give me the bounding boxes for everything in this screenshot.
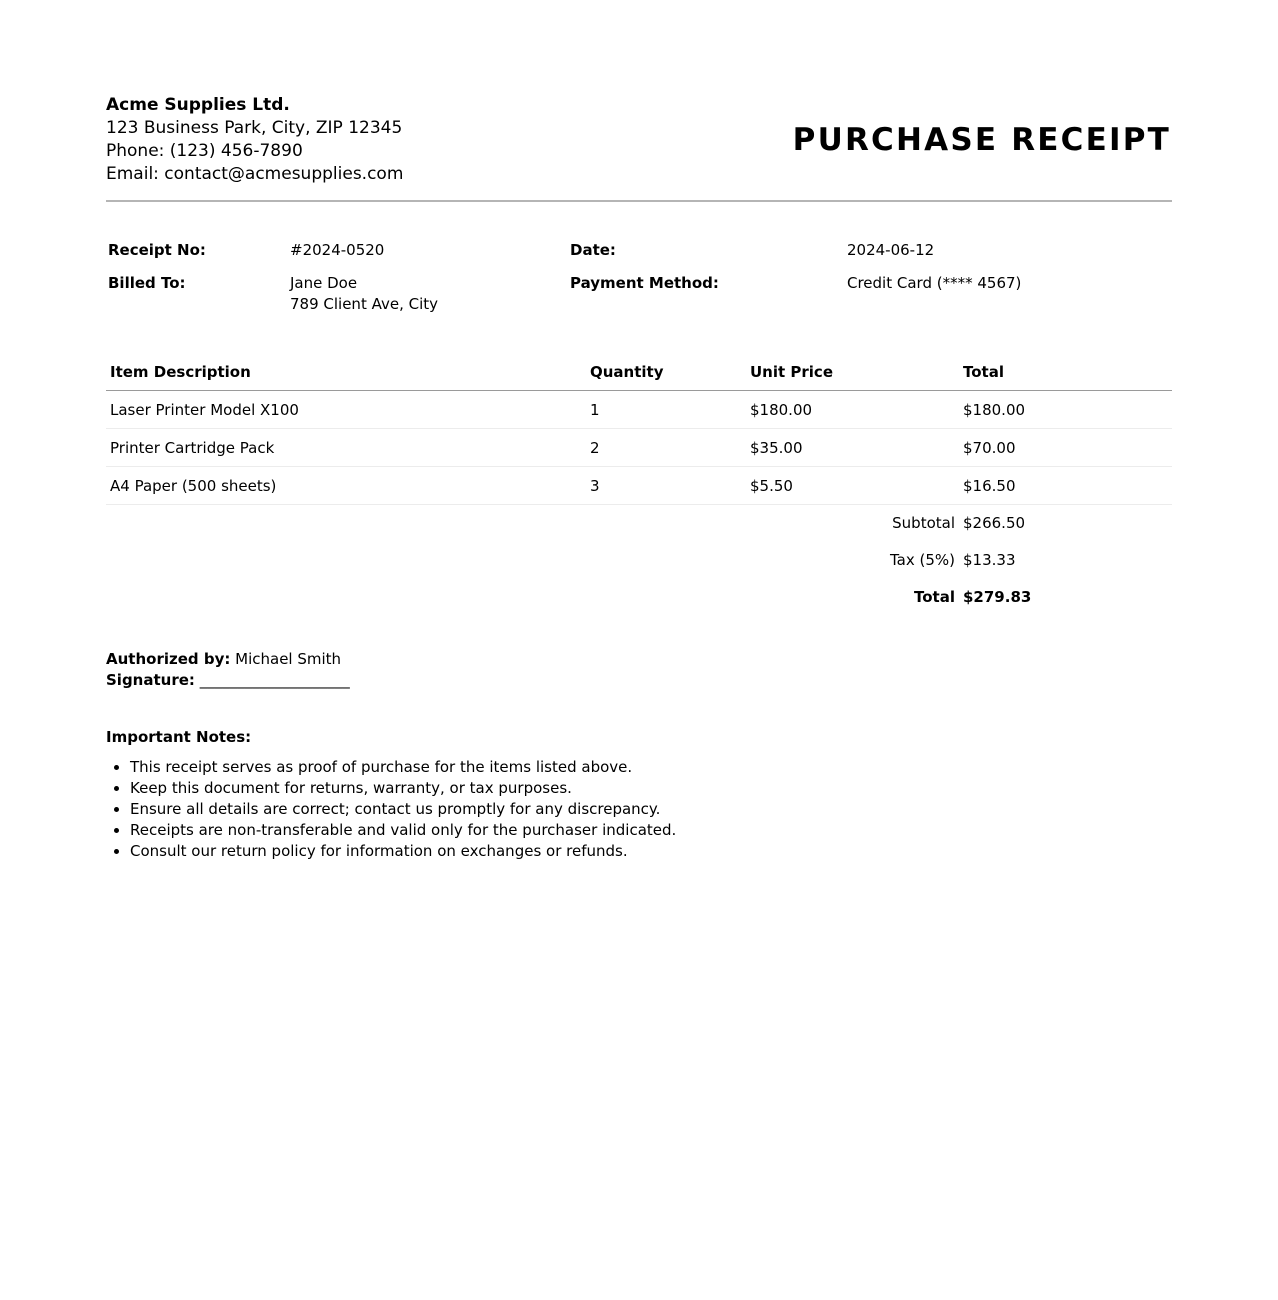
signature-blank: ____________________ — [199, 671, 350, 689]
authorized-by-line — [106, 649, 350, 670]
grand-total-row — [106, 587, 1172, 609]
item-description: A4 Paper (500 sheets) — [110, 477, 277, 495]
signature-line — [106, 670, 350, 691]
list-item: • Keep this document for returns, warranty, or tax purposes. — [130, 778, 906, 799]
receipt-page — [106, 92, 1172, 860]
notes-title: Important Notes: — [106, 728, 252, 746]
header-unit-price: Unit Price — [750, 363, 833, 381]
subtotal-row — [106, 513, 1172, 535]
billed-to-label: Billed To: — [108, 274, 186, 292]
item-unit-price: $180.00 — [750, 401, 813, 419]
table-row — [106, 391, 1172, 429]
subtotal-label: Subtotal — [892, 514, 955, 532]
receipt-no-label: Receipt No: — [108, 241, 206, 259]
authorized-by-name: Michael Smith — [235, 650, 342, 668]
payment-method-label: Payment Method: — [570, 274, 719, 292]
totals-section — [106, 503, 1172, 623]
table-header-row — [106, 352, 1172, 391]
item-quantity: 3 — [590, 477, 600, 495]
billed-to-address: 789 Client Ave, City — [290, 295, 439, 313]
tax-row — [106, 550, 1172, 572]
tax-value: $13.33 — [963, 551, 1016, 569]
notes-list — [106, 757, 906, 862]
company-address: 123 Business Park, City, ZIP 12345 — [106, 118, 403, 138]
item-description: Printer Cartridge Pack — [110, 439, 275, 457]
table-row — [106, 467, 1172, 505]
header-quantity: Quantity — [590, 363, 664, 381]
company-name: Acme Supplies Ltd. — [106, 95, 290, 115]
list-item: • This receipt serves as proof of purchase for the items listed above. — [130, 757, 906, 778]
grand-total-label: Total — [914, 588, 955, 606]
header-item-description: Item Description — [110, 363, 251, 381]
item-quantity: 2 — [590, 439, 600, 457]
date-label: Date: — [570, 241, 616, 259]
tax-label: Tax (5%) — [889, 551, 955, 569]
grand-total-value: $279.83 — [963, 588, 1032, 606]
item-description: Laser Printer Model X100 — [110, 401, 299, 419]
signature-label: Signature: — [106, 671, 195, 689]
items-table — [106, 352, 1172, 505]
item-quantity: 1 — [590, 401, 600, 419]
item-unit-price: $5.50 — [750, 477, 793, 495]
document-title: PURCHASE RECEIPT — [792, 122, 1171, 158]
company-phone: Phone: (123) 456-7890 — [106, 141, 303, 161]
subtotal-value: $266.50 — [963, 514, 1026, 532]
item-unit-price: $35.00 — [750, 439, 803, 457]
item-total: $180.00 — [963, 401, 1026, 419]
list-item: • Ensure all details are correct; contact us promptly for any discrepancy. — [130, 799, 906, 820]
receipt-header — [106, 92, 1172, 202]
item-total: $16.50 — [963, 477, 1016, 495]
authorization-section — [106, 649, 350, 691]
receipt-no-value: #2024-0520 — [290, 241, 385, 259]
important-notes — [106, 727, 906, 862]
item-total: $70.00 — [963, 439, 1016, 457]
payment-method-value: Credit Card (**** 4567) — [847, 274, 1022, 292]
header-total: Total — [963, 363, 1004, 381]
table-row — [106, 429, 1172, 467]
billed-to-name: Jane Doe — [290, 274, 358, 292]
authorized-by-label: Authorized by: — [106, 650, 231, 668]
list-item: • Consult our return policy for information on exchanges or refunds. — [130, 841, 906, 862]
receipt-meta — [106, 240, 1172, 330]
date-value: 2024-06-12 — [847, 241, 935, 259]
list-item: • Receipts are non-transferable and valid only for the purchaser indicated. — [130, 820, 906, 841]
company-email: Email: contact@acmesupplies.com — [106, 164, 404, 184]
